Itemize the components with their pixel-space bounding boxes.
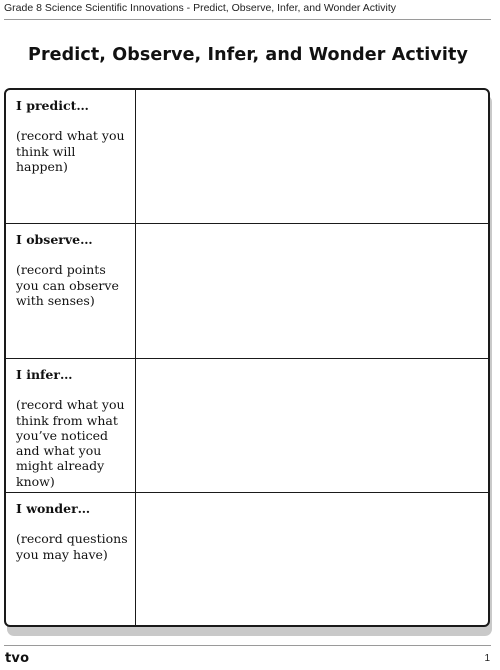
page-title: Predict, Observe, Infer, and Wonder Activity	[28, 45, 468, 65]
footer-divider	[4, 645, 491, 646]
row-label: I infer…	[16, 367, 73, 382]
row-label-cell	[6, 493, 136, 625]
worksheet-row-wonder	[6, 493, 488, 625]
tvo-logo: tvo	[5, 651, 30, 666]
row-label-cell	[6, 90, 136, 223]
answer-cell-observe[interactable]	[137, 224, 488, 358]
row-hint: (record what you think will happen)	[16, 128, 125, 174]
page-number: 1	[484, 653, 490, 664]
worksheet-row-observe	[6, 224, 488, 359]
row-hint: (record questions you may have)	[16, 531, 128, 562]
row-label-cell	[6, 359, 136, 492]
row-hint: (record points you can observe with senses)	[16, 262, 119, 308]
document-header: Grade 8 Science Scientific Innovations - Predict, Observe, Infer, and Wonder Activity	[4, 2, 396, 14]
row-hint: (record what you think from what you’ve noticed and what you might already know)	[16, 397, 125, 489]
worksheet-table	[4, 88, 490, 627]
row-label-cell	[6, 224, 136, 358]
answer-cell-predict[interactable]	[137, 90, 488, 223]
answer-cell-wonder[interactable]	[137, 493, 488, 625]
worksheet-row-infer	[6, 359, 488, 493]
worksheet-row-predict	[6, 90, 488, 224]
row-label: I predict…	[16, 98, 89, 113]
answer-cell-infer[interactable]	[137, 359, 488, 492]
header-divider	[4, 19, 491, 20]
row-label: I wonder…	[16, 501, 91, 516]
row-label: I observe…	[16, 232, 93, 247]
